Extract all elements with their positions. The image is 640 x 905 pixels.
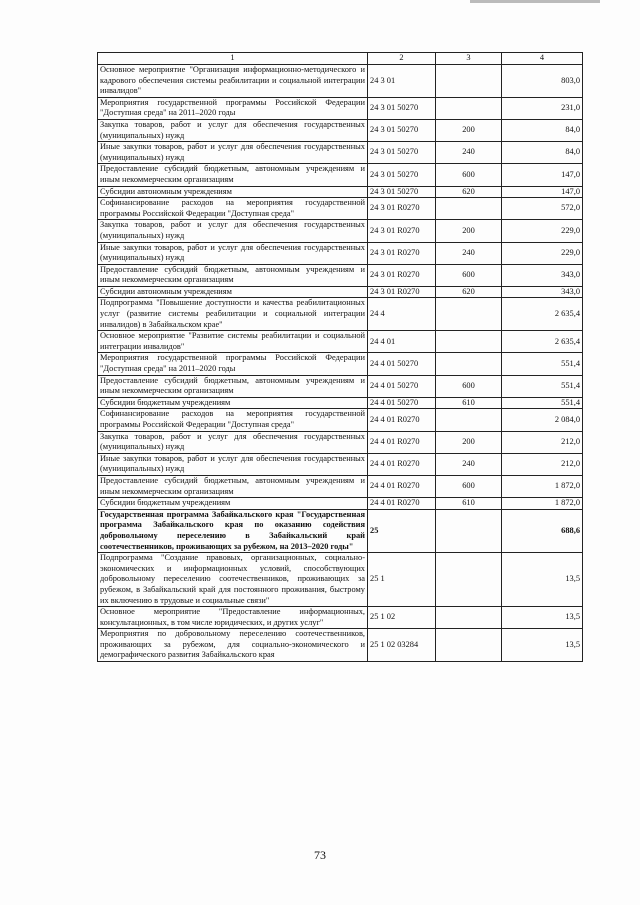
row-type-cell: 600 bbox=[436, 264, 502, 286]
page-number: 73 bbox=[314, 848, 326, 862]
table-row bbox=[98, 97, 583, 119]
table-body bbox=[98, 65, 583, 662]
row-sum-cell: 231,0 bbox=[502, 97, 583, 119]
row-name-cell: Государственная программа Забайкальского края "Государственная программа Забайкальского края по оказанию содействия добровольному переселению в Забайкальский край соотечественников, проживающих за рубежом, на 2013–2020 годы" bbox=[98, 509, 368, 552]
table-row bbox=[98, 164, 583, 186]
row-name-cell: Субсидии бюджетным учреждениям bbox=[98, 498, 368, 510]
row-code-cell: 25 bbox=[368, 509, 436, 552]
row-code-cell: 24 3 01 50270 bbox=[368, 97, 436, 119]
row-code-cell: 24 3 01 50270 bbox=[368, 142, 436, 164]
table-row bbox=[98, 607, 583, 629]
header-col-name: 1 bbox=[98, 53, 368, 65]
row-sum-cell: 343,0 bbox=[502, 286, 583, 298]
row-code-cell: 24 3 01 50270 bbox=[368, 186, 436, 198]
table-row bbox=[98, 65, 583, 98]
row-name-cell: Субсидии бюджетным учреждениям bbox=[98, 397, 368, 409]
row-type-cell bbox=[436, 97, 502, 119]
row-type-cell bbox=[436, 353, 502, 375]
row-code-cell: 24 3 01 R0270 bbox=[368, 198, 436, 220]
row-sum-cell: 147,0 bbox=[502, 164, 583, 186]
row-name-cell: Основное мероприятие "Развитие системы реабилитации и социальной интеграции инвалидов" bbox=[98, 331, 368, 353]
row-type-cell: 240 bbox=[436, 142, 502, 164]
row-code-cell: 24 4 01 R0270 bbox=[368, 475, 436, 497]
row-sum-cell: 212,0 bbox=[502, 453, 583, 475]
row-code-cell: 24 3 01 R0270 bbox=[368, 220, 436, 242]
row-name-cell: Мероприятия государственной программы Российской Федерации "Доступная среда" на 2011–2020 годы bbox=[98, 353, 368, 375]
table-row bbox=[98, 220, 583, 242]
row-code-cell: 24 4 01 R0270 bbox=[368, 409, 436, 431]
row-name-cell: Софинансирование расходов на мероприятия государственной программы Российской Федерации "Доступная среда" bbox=[98, 409, 368, 431]
row-type-cell bbox=[436, 65, 502, 98]
row-sum-cell: 572,0 bbox=[502, 198, 583, 220]
row-type-cell: 200 bbox=[436, 119, 502, 141]
row-sum-cell: 688,6 bbox=[502, 509, 583, 552]
row-code-cell: 25 1 02 bbox=[368, 607, 436, 629]
row-code-cell: 24 3 01 50270 bbox=[368, 164, 436, 186]
table-row bbox=[98, 264, 583, 286]
row-name-cell: Предоставление субсидий бюджетным, автономным учреждениям и иным некоммерческим организациям bbox=[98, 264, 368, 286]
table-row bbox=[98, 453, 583, 475]
row-name-cell: Основное мероприятие "Организация информационно-методического и кадрового обеспечения системы реабилитации и социальной интеграции инвалидов" bbox=[98, 65, 368, 98]
row-name-cell: Закупка товаров, работ и услуг для обеспечения государственных (муниципальных) нужд bbox=[98, 431, 368, 453]
row-sum-cell: 2 635,4 bbox=[502, 331, 583, 353]
row-name-cell: Предоставление субсидий бюджетным, автономным учреждениям и иным некоммерческим организациям bbox=[98, 375, 368, 397]
header-col-sum: 4 bbox=[502, 53, 583, 65]
row-type-cell: 610 bbox=[436, 397, 502, 409]
row-code-cell: 24 4 01 R0270 bbox=[368, 453, 436, 475]
row-sum-cell: 13,5 bbox=[502, 607, 583, 629]
table-row bbox=[98, 186, 583, 198]
row-type-cell: 610 bbox=[436, 498, 502, 510]
row-type-cell bbox=[436, 509, 502, 552]
row-name-cell: Иные закупки товаров, работ и услуг для обеспечения государственных (муниципальных) нужд bbox=[98, 242, 368, 264]
row-type-cell: 200 bbox=[436, 431, 502, 453]
row-code-cell: 24 3 01 R0270 bbox=[368, 286, 436, 298]
row-name-cell: Закупка товаров, работ и услуг для обеспечения государственных (муниципальных) нужд bbox=[98, 119, 368, 141]
table-row bbox=[98, 553, 583, 607]
row-code-cell: 24 3 01 50270 bbox=[368, 119, 436, 141]
row-code-cell: 24 4 bbox=[368, 298, 436, 331]
row-name-cell: Субсидии автономным учреждениям bbox=[98, 186, 368, 198]
row-type-cell bbox=[436, 298, 502, 331]
row-sum-cell: 84,0 bbox=[502, 142, 583, 164]
row-type-cell: 200 bbox=[436, 220, 502, 242]
row-name-cell: Подпрограмма "Повышение доступности и качества реабилитационных услуг (развитие системы реабилитации и социальной интеграции инвалидов) в Забайкальском крае" bbox=[98, 298, 368, 331]
row-code-cell: 24 4 01 50270 bbox=[368, 397, 436, 409]
row-code-cell: 24 4 01 50270 bbox=[368, 375, 436, 397]
row-type-cell bbox=[436, 331, 502, 353]
row-type-cell bbox=[436, 198, 502, 220]
row-name-cell: Закупка товаров, работ и услуг для обеспечения государственных (муниципальных) нужд bbox=[98, 220, 368, 242]
row-sum-cell: 84,0 bbox=[502, 119, 583, 141]
row-code-cell: 24 3 01 R0270 bbox=[368, 242, 436, 264]
row-name-cell: Иные закупки товаров, работ и услуг для обеспечения государственных (муниципальных) нужд bbox=[98, 453, 368, 475]
header-col-type: 3 bbox=[436, 53, 502, 65]
row-type-cell: 620 bbox=[436, 286, 502, 298]
table-row bbox=[98, 298, 583, 331]
header-col-code: 2 bbox=[368, 53, 436, 65]
table-header-row bbox=[98, 53, 583, 65]
row-code-cell: 24 4 01 bbox=[368, 331, 436, 353]
row-type-cell: 620 bbox=[436, 186, 502, 198]
row-sum-cell: 147,0 bbox=[502, 186, 583, 198]
row-sum-cell: 212,0 bbox=[502, 431, 583, 453]
row-name-cell: Подпрограмма "Создание правовых, организационных, социально-экономических и информационных условий, способствующих добровольному переселению соотечественников, проживающих за рубежом, в Забайкальский край для постоянного проживания, быстрому их включению в трудовые и социальные связи" bbox=[98, 553, 368, 607]
table-row bbox=[98, 353, 583, 375]
row-sum-cell: 1 872,0 bbox=[502, 498, 583, 510]
row-name-cell: Иные закупки товаров, работ и услуг для обеспечения государственных (муниципальных) нужд bbox=[98, 142, 368, 164]
row-type-cell bbox=[436, 409, 502, 431]
table-row bbox=[98, 198, 583, 220]
row-code-cell: 25 1 bbox=[368, 553, 436, 607]
table-row bbox=[98, 331, 583, 353]
table-row bbox=[98, 431, 583, 453]
row-sum-cell: 13,5 bbox=[502, 553, 583, 607]
row-code-cell: 24 4 01 R0270 bbox=[368, 498, 436, 510]
table-row bbox=[98, 475, 583, 497]
table-row bbox=[98, 142, 583, 164]
row-type-cell: 240 bbox=[436, 242, 502, 264]
row-name-cell: Основное мероприятие "Предоставление информационных, консультационных, в том числе юридических, и других услуг" bbox=[98, 607, 368, 629]
row-type-cell bbox=[436, 629, 502, 662]
row-code-cell: 24 4 01 50270 bbox=[368, 353, 436, 375]
row-sum-cell: 2 084,0 bbox=[502, 409, 583, 431]
row-sum-cell: 803,0 bbox=[502, 65, 583, 98]
table-row bbox=[98, 242, 583, 264]
table-row bbox=[98, 409, 583, 431]
row-code-cell: 25 1 02 03284 bbox=[368, 629, 436, 662]
row-name-cell: Мероприятия государственной программы Российской Федерации "Доступная среда" на 2011–2020 годы bbox=[98, 97, 368, 119]
budget-table bbox=[97, 52, 583, 662]
row-sum-cell: 229,0 bbox=[502, 242, 583, 264]
table-row bbox=[98, 498, 583, 510]
row-name-cell: Субсидии автономным учреждениям bbox=[98, 286, 368, 298]
row-sum-cell: 551,4 bbox=[502, 397, 583, 409]
row-name-cell: Мероприятия по добровольному переселению соотечественников, проживающих за рубежом, для социально-экономического и демографического развития Забайкальского края bbox=[98, 629, 368, 662]
row-name-cell: Софинансирование расходов на мероприятия государственной программы Российской Федерации "Доступная среда" bbox=[98, 198, 368, 220]
row-sum-cell: 229,0 bbox=[502, 220, 583, 242]
row-sum-cell: 13,5 bbox=[502, 629, 583, 662]
row-name-cell: Предоставление субсидий бюджетным, автономным учреждениям и иным некоммерческим организациям bbox=[98, 475, 368, 497]
row-type-cell: 600 bbox=[436, 164, 502, 186]
row-type-cell bbox=[436, 553, 502, 607]
table-row bbox=[98, 286, 583, 298]
row-sum-cell: 551,4 bbox=[502, 353, 583, 375]
table-row bbox=[98, 397, 583, 409]
row-type-cell: 600 bbox=[436, 475, 502, 497]
row-name-cell: Предоставление субсидий бюджетным, автономным учреждениям и иным некоммерческим организациям bbox=[98, 164, 368, 186]
row-code-cell: 24 4 01 R0270 bbox=[368, 431, 436, 453]
row-sum-cell: 551,4 bbox=[502, 375, 583, 397]
table-row bbox=[98, 629, 583, 662]
table-row bbox=[98, 509, 583, 552]
row-sum-cell: 343,0 bbox=[502, 264, 583, 286]
row-code-cell: 24 3 01 R0270 bbox=[368, 264, 436, 286]
row-sum-cell: 1 872,0 bbox=[502, 475, 583, 497]
table-row bbox=[98, 119, 583, 141]
table-row bbox=[98, 375, 583, 397]
row-type-cell: 240 bbox=[436, 453, 502, 475]
scan-edge-mark bbox=[470, 0, 600, 3]
row-type-cell: 600 bbox=[436, 375, 502, 397]
row-sum-cell: 2 635,4 bbox=[502, 298, 583, 331]
row-code-cell: 24 3 01 bbox=[368, 65, 436, 98]
row-type-cell bbox=[436, 607, 502, 629]
